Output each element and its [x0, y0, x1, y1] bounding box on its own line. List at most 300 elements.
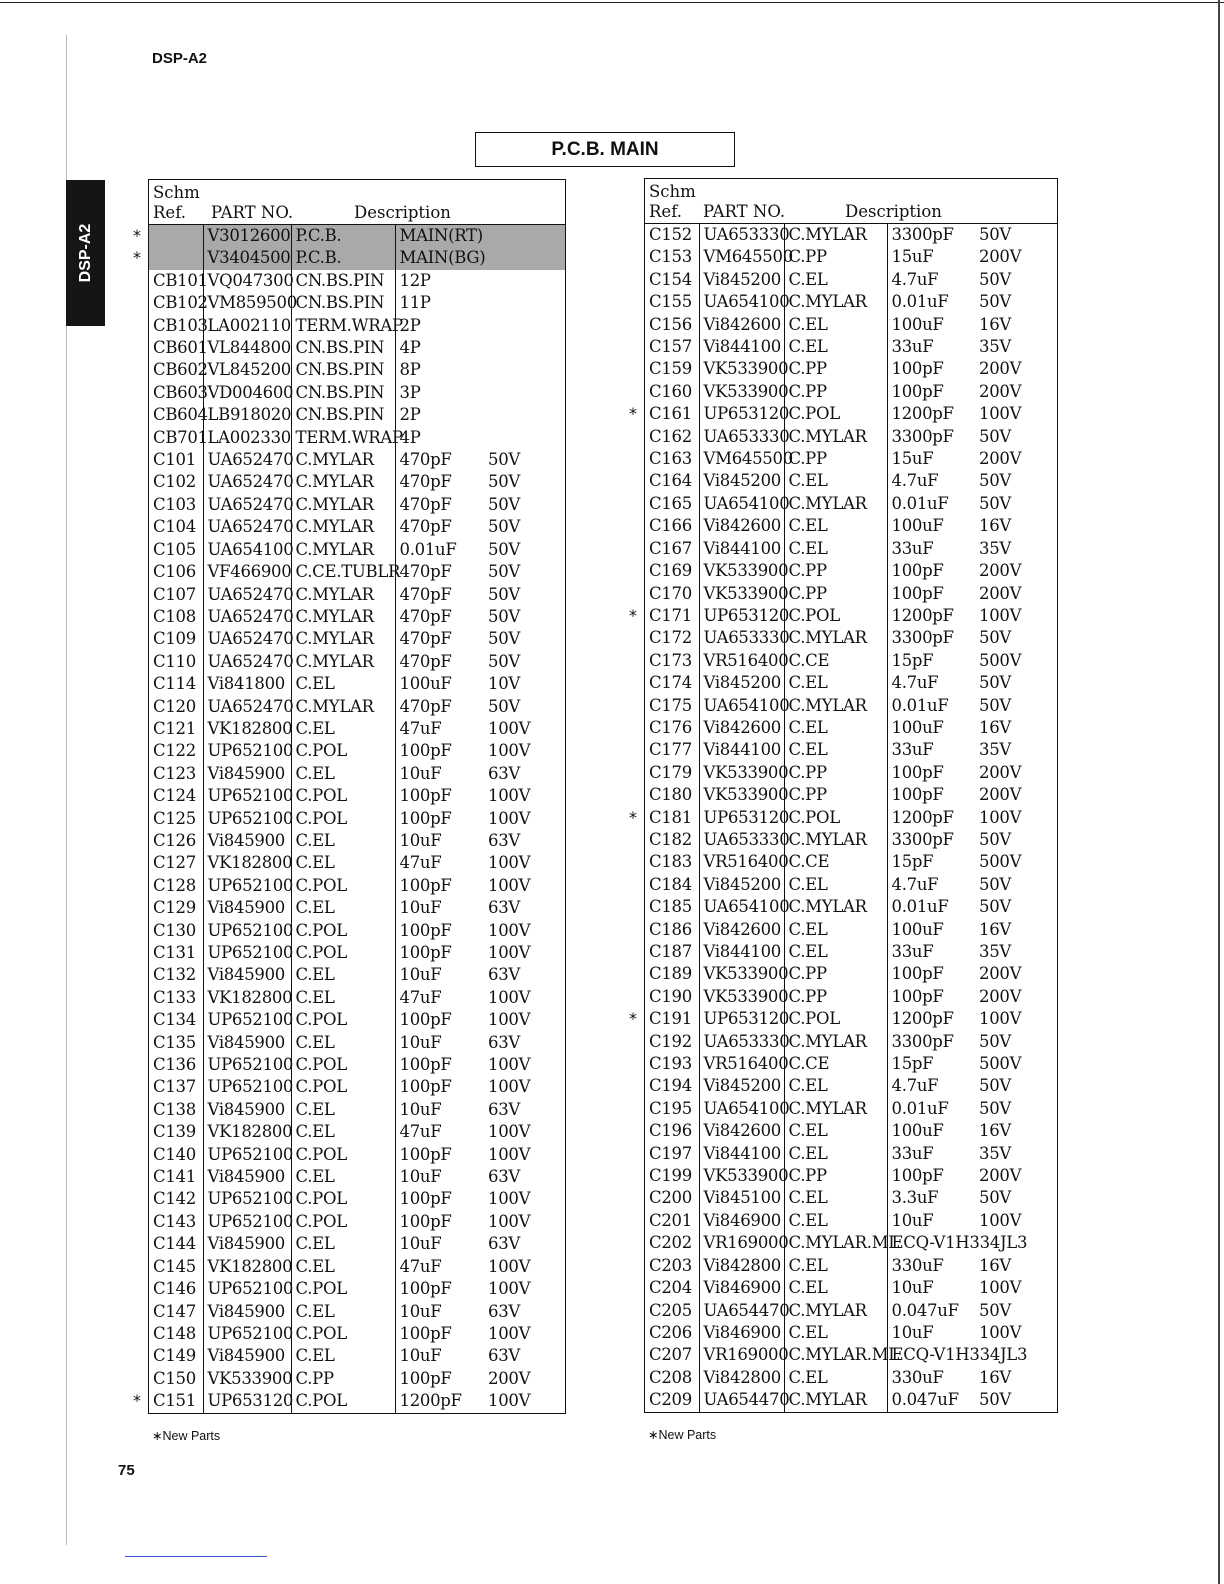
part-no-cell: UA653330 [699, 1031, 784, 1053]
value-cell: ECQ-V1H334JL3 [887, 1344, 1057, 1366]
type-cell: C.POL [291, 808, 395, 830]
ref-cell: C205 [649, 1300, 692, 1320]
value-cell: 0.01uF [887, 291, 975, 313]
rating-cell: 50V [979, 225, 1012, 244]
part-no-cell: VM859500 [203, 292, 291, 314]
value-cell: 10uF [395, 1233, 484, 1255]
value-cell: 100pF [395, 942, 484, 964]
value-cell: 15pF [887, 851, 975, 873]
rating-cell: 100V [488, 1055, 531, 1075]
part-no-cell: UA652470 [203, 696, 291, 718]
part-no-cell: UA654100 [699, 1098, 784, 1120]
part-no-cell: Vi845200 [699, 672, 784, 694]
table-row [149, 964, 565, 986]
rating-cell [484, 270, 565, 292]
type-cell: C.EL [784, 1322, 887, 1344]
rating-cell [484, 225, 565, 247]
rating-cell: 100V [979, 605, 1022, 625]
parts-table-right [644, 178, 1058, 1413]
ref-cell: C107 [153, 584, 196, 604]
type-cell: C.EL [784, 739, 887, 761]
part-no-cell: UP653120 [699, 403, 784, 425]
table-row [645, 650, 1057, 672]
part-no-cell: UP652100 [203, 740, 291, 762]
ref-cell: C106 [153, 562, 196, 582]
type-cell: CN.BS.PIN [291, 270, 395, 292]
type-cell: C.EL [784, 1143, 887, 1165]
ref-cell: C167 [649, 538, 692, 558]
rating-cell: 50V [488, 517, 521, 537]
part-no-cell: UA654100 [699, 291, 784, 313]
ref-cell: C207 [649, 1345, 692, 1365]
rating-cell: 100V [488, 1323, 531, 1343]
table-row [149, 1233, 565, 1255]
type-cell: C.PP [784, 784, 887, 806]
value-cell: 100pF [395, 808, 484, 830]
value-cell: 8P [395, 359, 484, 381]
part-no-cell: UA654100 [699, 493, 784, 515]
part-no-cell: Vi846900 [699, 1210, 784, 1232]
rating-cell: 100V [488, 1279, 531, 1299]
value-cell: 15uF [887, 246, 975, 268]
ref-cell: C124 [153, 786, 196, 806]
ref-cell: C153 [649, 247, 692, 267]
rating-cell: 100V [488, 853, 531, 873]
table-row [149, 785, 565, 807]
table-row [149, 920, 565, 942]
type-cell: C.MYLAR [784, 493, 887, 515]
type-cell: C.POL [291, 1278, 395, 1300]
value-cell: 4.7uF [887, 1075, 975, 1097]
value-cell: 470pF [395, 606, 484, 628]
ref-cell: C150 [153, 1368, 196, 1388]
type-cell: C.EL [784, 515, 887, 537]
ref-cell: C209 [649, 1390, 692, 1410]
value-cell: 10uF [395, 1345, 484, 1367]
table-row [149, 651, 565, 673]
ref-cell: C179 [649, 762, 692, 782]
rating-cell: 50V [979, 1390, 1012, 1410]
type-cell: CN.BS.PIN [291, 337, 395, 359]
part-no-cell: Vi844100 [699, 336, 784, 358]
value-cell: MAIN(BG) [395, 247, 484, 269]
table-row [645, 1277, 1057, 1299]
ref-cell: C193 [649, 1054, 692, 1074]
type-cell: C.POL [291, 1144, 395, 1166]
part-no-cell: VR169000 [699, 1344, 784, 1366]
type-cell: C.PP [291, 1368, 395, 1390]
part-no-cell: Vi842800 [699, 1255, 784, 1277]
type-cell: C.POL [291, 1188, 395, 1210]
rating-cell: 100V [488, 1122, 531, 1142]
ref-cell: C187 [649, 942, 692, 961]
value-cell: 470pF [395, 471, 484, 493]
ref-cell: C156 [649, 314, 692, 334]
table-row [645, 874, 1057, 896]
type-cell: C.POL [291, 1076, 395, 1098]
part-no-cell: Vi844100 [699, 739, 784, 761]
rating-cell: 50V [979, 426, 1012, 446]
rating-cell [484, 427, 565, 449]
table-row [645, 314, 1057, 336]
part-no-cell: Vi845900 [203, 1099, 291, 1121]
table-row [645, 1367, 1057, 1389]
ref-cell: C121 [153, 718, 196, 738]
type-cell: C.POL [784, 807, 887, 829]
table-row [645, 784, 1057, 806]
value-cell: 100pF [887, 358, 975, 380]
table-row [645, 336, 1057, 358]
value-cell: 100pF [395, 1054, 484, 1076]
table-row [645, 672, 1057, 694]
table-row [149, 1032, 565, 1054]
table-row [645, 426, 1057, 448]
value-cell: 4.7uF [887, 672, 975, 694]
header-description: Description [845, 202, 942, 221]
ref-cell: C183 [649, 852, 692, 872]
value-cell: 100pF [395, 875, 484, 897]
type-cell: C.MYLAR.ML [784, 1344, 887, 1366]
value-cell: 3.3uF [887, 1187, 975, 1209]
ref-cell: C177 [649, 740, 692, 760]
part-no-cell: VK533900 [699, 1165, 784, 1187]
rating-cell: 50V [979, 493, 1012, 513]
table-row [645, 1165, 1057, 1187]
type-cell: CN.BS.PIN [291, 404, 395, 426]
type-cell: C.EL [291, 1099, 395, 1121]
value-cell: 330uF [887, 1255, 975, 1277]
table-row [149, 852, 565, 874]
table-row [645, 762, 1057, 784]
value-cell: 100pF [887, 381, 975, 403]
ref-cell: C170 [649, 583, 692, 603]
type-cell: P.C.B. [291, 247, 395, 269]
value-cell: 100pF [395, 1368, 484, 1390]
table-row [149, 1211, 565, 1233]
type-cell: C.PP [784, 448, 887, 470]
ref-cell: CB701 [153, 427, 208, 447]
table-row [149, 449, 565, 471]
part-no-cell: VK182800 [203, 1121, 291, 1143]
rating-cell: 35V [979, 942, 1012, 961]
side-tab-label: DSP-A2 [76, 223, 94, 283]
rating-cell: 16V [979, 717, 1012, 737]
rating-cell: 100V [488, 875, 531, 895]
section-title: P.C.B. MAIN [475, 132, 735, 167]
rating-cell: 50V [488, 562, 521, 582]
table-row [645, 941, 1057, 963]
ref-cell: C164 [649, 471, 692, 491]
table-row [149, 292, 565, 314]
rating-cell: 50V [488, 472, 521, 492]
ref-cell: C204 [649, 1278, 692, 1298]
part-no-cell: VR169000 [699, 1232, 784, 1254]
rating-cell: 63V [488, 1167, 521, 1187]
value-cell: 1200pF [887, 807, 975, 829]
table-row [645, 963, 1057, 985]
type-cell: CN.BS.PIN [291, 359, 395, 381]
ref-cell: C144 [153, 1234, 196, 1254]
rating-cell: 35V [979, 1143, 1012, 1163]
part-no-cell: UA653330 [699, 829, 784, 851]
value-cell: 100pF [887, 560, 975, 582]
rating-cell: 50V [488, 606, 521, 626]
rating-cell: 50V [979, 269, 1012, 289]
rating-cell: 50V [979, 1188, 1012, 1208]
part-no-cell: VM645500 [699, 246, 784, 268]
type-cell: C.EL [291, 763, 395, 785]
value-cell: 0.01uF [395, 539, 484, 561]
rating-cell: 35V [979, 337, 1012, 357]
rating-cell: 50V [979, 695, 1012, 715]
ref-cell: C140 [153, 1144, 196, 1164]
type-cell: C.EL [291, 1166, 395, 1188]
header-description: Description [354, 203, 451, 222]
value-cell: 100pF [395, 785, 484, 807]
table-row [149, 1368, 565, 1390]
type-cell: C.MYLAR [291, 471, 395, 493]
ref-cell: CB102 [153, 293, 208, 313]
ref-cell: C143 [153, 1211, 196, 1231]
part-no-cell: Vi844100 [699, 941, 784, 963]
ref-cell: C104 [153, 517, 196, 537]
value-cell: 0.047uF [887, 1300, 975, 1322]
ref-cell: C157 [649, 337, 692, 357]
ref-cell: CB601 [153, 338, 208, 358]
new-part-marker: * [133, 248, 141, 268]
table-row [149, 628, 565, 650]
table-row [149, 359, 565, 381]
value-cell: 1200pF [887, 403, 975, 425]
table-row [645, 1098, 1057, 1120]
table-row [645, 695, 1057, 717]
part-no-cell: VK533900 [699, 762, 784, 784]
type-cell: C.EL [291, 673, 395, 695]
ref-cell: C108 [153, 606, 196, 626]
type-cell: C.MYLAR [291, 584, 395, 606]
type-cell: C.MYLAR [784, 1098, 887, 1120]
value-cell: MAIN(RT) [395, 225, 484, 247]
rating-cell: 100V [488, 1010, 531, 1030]
rating-cell: 200V [979, 561, 1022, 581]
value-cell: 100pF [395, 1144, 484, 1166]
ref-cell: C134 [153, 1010, 196, 1030]
table-row [149, 1054, 565, 1076]
part-no-cell: UA652470 [203, 584, 291, 606]
table-row [149, 1166, 565, 1188]
type-cell: C.EL [784, 919, 887, 941]
value-cell: 33uF [887, 1143, 975, 1165]
ref-cell: C120 [153, 696, 196, 716]
table-row [149, 808, 565, 830]
table-row [645, 851, 1057, 873]
part-no-cell: VK182800 [203, 718, 291, 740]
type-cell: C.POL [784, 1008, 887, 1030]
parts-table-left [148, 179, 566, 1414]
table-row [645, 224, 1057, 246]
value-cell: 100pF [887, 762, 975, 784]
type-cell: C.POL [291, 1211, 395, 1233]
ref-cell: C126 [153, 830, 196, 850]
right-edge-rule [1218, 0, 1220, 1584]
type-cell: C.MYLAR [291, 539, 395, 561]
ref-cell: C141 [153, 1167, 196, 1187]
type-cell: C.MYLAR [291, 628, 395, 650]
table-row [645, 627, 1057, 649]
part-no-cell: Vi845100 [699, 1187, 784, 1209]
table-row [645, 538, 1057, 560]
type-cell: C.CE [784, 1053, 887, 1075]
type-cell: C.EL [784, 1210, 887, 1232]
part-no-cell: VK533900 [699, 381, 784, 403]
part-no-cell: Vi845900 [203, 964, 291, 986]
value-cell: 10uF [395, 897, 484, 919]
rating-cell: 63V [488, 1234, 521, 1254]
rating-cell: 100V [488, 741, 531, 761]
type-cell: CN.BS.PIN [291, 382, 395, 404]
value-cell: 1200pF [887, 1008, 975, 1030]
ref-cell: C191 [649, 1009, 692, 1029]
part-no-cell: UP653120 [699, 1008, 784, 1030]
value-cell: 33uF [887, 941, 975, 963]
part-no-cell: UA654100 [699, 896, 784, 918]
rating-cell: 35V [979, 538, 1012, 558]
type-cell: C.EL [291, 897, 395, 919]
rating-cell: 50V [979, 628, 1012, 648]
value-cell: 0.01uF [887, 896, 975, 918]
new-part-marker: * [629, 605, 637, 625]
table-row [645, 986, 1057, 1008]
ref-cell: C197 [649, 1143, 692, 1163]
ref-cell: C184 [649, 874, 692, 894]
type-cell: C.EL [291, 1032, 395, 1054]
value-cell: 100pF [395, 1323, 484, 1345]
table-row [149, 337, 565, 359]
type-cell: C.EL [784, 1075, 887, 1097]
value-cell: 100uF [887, 717, 975, 739]
table-row [149, 740, 565, 762]
rating-cell: 50V [979, 1098, 1012, 1118]
type-cell: C.EL [784, 1120, 887, 1142]
type-cell: C.EL [291, 1256, 395, 1278]
table-row [149, 427, 565, 449]
type-cell: C.EL [291, 852, 395, 874]
ref-cell [149, 225, 203, 247]
part-no-cell: UA652470 [203, 471, 291, 493]
type-cell: C.EL [784, 538, 887, 560]
part-no-cell: UP652100 [203, 1144, 291, 1166]
type-cell: C.EL [291, 830, 395, 852]
value-cell: ECQ-V1H334JL3 [887, 1232, 1057, 1254]
value-cell: 470pF [395, 516, 484, 538]
new-part-marker: * [629, 807, 637, 827]
type-cell: C.PP [784, 358, 887, 380]
type-cell: C.CE [784, 851, 887, 873]
value-cell: 100uF [887, 919, 975, 941]
ref-cell: C172 [649, 628, 692, 648]
value-cell: 100pF [395, 920, 484, 942]
rating-cell: 63V [488, 898, 521, 918]
table-row [645, 1075, 1057, 1097]
table-row [149, 987, 565, 1009]
ref-cell: C145 [153, 1256, 196, 1276]
type-cell: C.EL [291, 964, 395, 986]
new-part-marker: * [133, 226, 141, 245]
rating-cell: 100V [979, 404, 1022, 424]
rating-cell: 63V [488, 1099, 521, 1119]
rating-cell: 63V [488, 1032, 521, 1052]
table-row [645, 246, 1057, 268]
rating-cell: 63V [488, 1346, 521, 1366]
parts-rows [149, 225, 565, 1413]
table-header [645, 179, 1057, 224]
rating-cell [484, 359, 565, 381]
part-no-cell: UP652100 [203, 808, 291, 830]
value-cell: 330uF [887, 1367, 975, 1389]
rating-cell: 200V [979, 785, 1022, 805]
table-row [645, 1053, 1057, 1075]
table-row [645, 1143, 1057, 1165]
value-cell: 3300pF [887, 426, 975, 448]
rating-cell: 50V [979, 673, 1012, 693]
type-cell: C.EL [784, 336, 887, 358]
part-no-cell: V3404500 [203, 247, 291, 269]
part-no-cell: VF466900 [203, 561, 291, 583]
part-no-cell: UA652470 [203, 651, 291, 673]
rating-cell: 200V [488, 1368, 531, 1388]
part-no-cell: Vi845900 [203, 1032, 291, 1054]
part-no-cell: UP652100 [203, 1323, 291, 1345]
table-row [645, 1120, 1057, 1142]
value-cell: 47uF [395, 1256, 484, 1278]
ref-cell: CB101 [153, 270, 208, 290]
rating-cell: 16V [979, 314, 1012, 334]
part-no-cell: UA653330 [699, 224, 784, 246]
type-cell: C.POL [291, 942, 395, 964]
ref-cell: C127 [153, 853, 196, 873]
table-row [645, 470, 1057, 492]
value-cell: 100pF [395, 740, 484, 762]
value-cell: 100pF [395, 1188, 484, 1210]
rating-cell: 100V [488, 1211, 531, 1231]
type-cell: C.EL [291, 987, 395, 1009]
table-row [645, 291, 1057, 313]
part-no-cell: VL844800 [203, 337, 291, 359]
ref-cell: C192 [649, 1031, 692, 1051]
table-row [149, 382, 565, 404]
rating-cell: 16V [979, 516, 1012, 536]
table-row [645, 1255, 1057, 1277]
table-row [645, 1008, 1057, 1030]
ref-cell: C185 [649, 897, 692, 917]
rating-cell: 200V [979, 1166, 1022, 1186]
type-cell: C.POL [291, 875, 395, 897]
rating-cell: 50V [979, 1076, 1012, 1096]
value-cell: 10uF [395, 1032, 484, 1054]
type-cell: C.PP [784, 583, 887, 605]
table-row [149, 494, 565, 516]
ref-cell: C148 [153, 1323, 196, 1343]
part-no-cell: UA654470 [699, 1389, 784, 1411]
type-cell: C.EL [784, 672, 887, 694]
rating-cell: 100V [488, 943, 531, 962]
part-no-cell: VK533900 [699, 358, 784, 380]
part-no-cell: Vi845900 [203, 1301, 291, 1323]
ref-cell: C139 [153, 1122, 196, 1142]
part-no-cell: VK533900 [699, 963, 784, 985]
table-row [645, 448, 1057, 470]
part-no-cell: VK533900 [699, 986, 784, 1008]
